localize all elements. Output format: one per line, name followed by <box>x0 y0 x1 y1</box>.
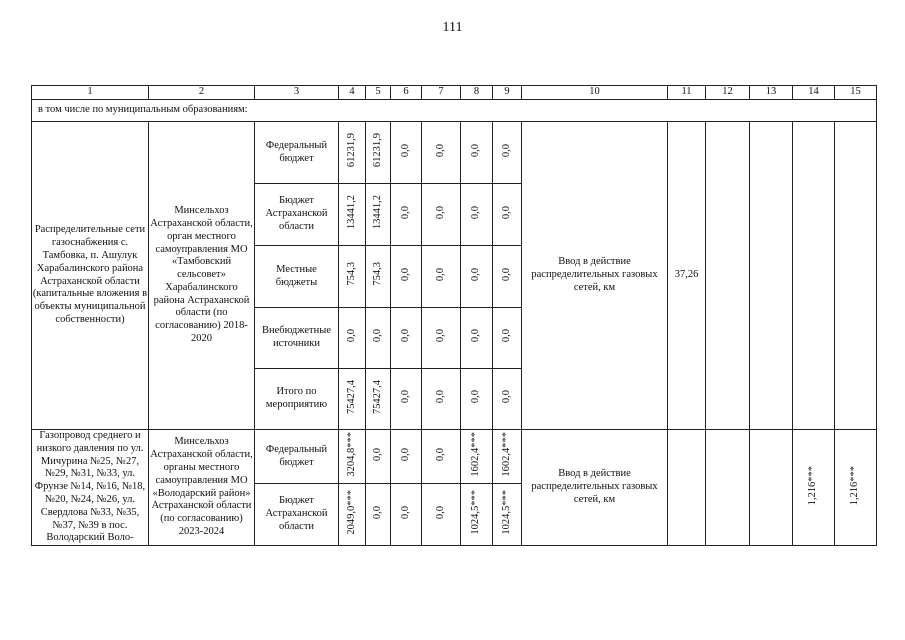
value-cell: 0,0 <box>434 267 446 281</box>
value-cell: 754,3 <box>345 262 357 286</box>
col-num: 6 <box>391 86 422 100</box>
value-cell: 0,0 <box>500 329 512 343</box>
value-cell: 0,0 <box>371 447 383 461</box>
value-cell: 75427,4 <box>345 379 357 414</box>
funding-source: Бюджет Астраханской области <box>255 484 339 546</box>
indicator: Ввод в действие распределительных газовых сетей, км <box>522 122 668 430</box>
value-cell: 13441,2 <box>371 195 383 230</box>
value-cell: 75427,4 <box>371 379 383 414</box>
value-cell: 1024,5*** <box>470 489 482 535</box>
value-cell: 0,0 <box>434 390 446 404</box>
value-cell: 754,3 <box>371 262 383 286</box>
col-num: 15 <box>835 86 877 100</box>
empty-cell <box>750 430 793 546</box>
col-num: 7 <box>422 86 461 100</box>
budget-table <box>31 85 877 546</box>
value-cell: 61231,9 <box>345 133 357 168</box>
project-name: Газопровод среднего и низкого давления по ул. Мичурина №25, №27, №29, №31, №33, ул. Фрунзе №14, №16, №18, №20, №24, №26, ул. Свердлова №33, №35, №37, №39 в пос. Володарский Воло- <box>32 430 149 546</box>
value-cell: 61231,9 <box>371 133 383 168</box>
value-cell: 0,0 <box>470 143 482 157</box>
value-cell: 0,0 <box>470 267 482 281</box>
funding-source: Бюджет Астраханской области <box>255 184 339 246</box>
value-cell: 1024,5*** <box>500 489 512 535</box>
col-num: 11 <box>668 86 706 100</box>
table-row <box>32 430 877 484</box>
value-cell: 0,0 <box>500 390 512 404</box>
funding-source: Местные бюджеты <box>255 246 339 308</box>
value-cell: 0,0 <box>434 447 446 461</box>
value-cell: 0,0 <box>399 329 411 343</box>
col-num: 1 <box>32 86 149 100</box>
value-cell: 1602,4*** <box>470 431 482 477</box>
project-executor: Минсельхоз Астраханской области, орган местного самоуправления МО «Тамбовский сельсовет» Харабалинского района Астраханской области (по согласованию) 2018-2020 <box>149 122 255 430</box>
empty-cell <box>706 430 750 546</box>
empty-cell <box>835 122 877 430</box>
value-cell: 0,0 <box>399 143 411 157</box>
value-cell: 0,0 <box>434 143 446 157</box>
value-cell: 13441,2 <box>345 195 357 230</box>
col-num: 13 <box>750 86 793 100</box>
value-cell: 0,0 <box>371 505 383 519</box>
column-number-row <box>32 86 877 100</box>
value-cell: 2049,0*** <box>345 489 357 535</box>
value-col11: 37,26 <box>668 122 706 430</box>
project-name: Распределительные сети газоснабжения с. Тамбовка, п. Ашулук Харабалинского района Астраханской области (капитальные вложения в объекты муниципальной собственности) <box>32 122 149 430</box>
value-cell: 3204,8*** <box>345 431 357 477</box>
value-cell: 1602,4*** <box>500 431 512 477</box>
indicator: Ввод в действие распределительных газовых сетей, км <box>522 430 668 546</box>
col-num: 10 <box>522 86 668 100</box>
value-cell: 0,0 <box>470 205 482 219</box>
project-executor: Минсельхоз Астраханской области, органы местного самоуправления МО «Володарский район» Астраханской области (по согласованию) 2023-2024 <box>149 430 255 546</box>
value-cell: 0,0 <box>399 447 411 461</box>
value-cell: 0,0 <box>399 205 411 219</box>
value-cell: 0,0 <box>399 390 411 404</box>
col-num: 2 <box>149 86 255 100</box>
empty-cell <box>750 122 793 430</box>
col-num: 8 <box>461 86 493 100</box>
funding-source: Внебюджетные источники <box>255 308 339 369</box>
value-cell: 0,0 <box>399 505 411 519</box>
value-cell: 0,0 <box>500 267 512 281</box>
col-num: 3 <box>255 86 339 100</box>
col-num: 9 <box>493 86 522 100</box>
table-row <box>32 122 877 184</box>
col-num: 12 <box>706 86 750 100</box>
municipal-subheader: в том числе по муниципальным образованиям: <box>32 100 877 122</box>
value-cell: 0,0 <box>500 205 512 219</box>
page-number: 111 <box>442 20 463 35</box>
col-num: 4 <box>339 86 366 100</box>
subheader-row <box>32 100 877 122</box>
empty-cell <box>793 122 835 430</box>
value-cell: 0,0 <box>371 329 383 343</box>
value-cell: 0,0 <box>500 143 512 157</box>
empty-cell <box>668 430 706 546</box>
funding-source: Итого по мероприятию <box>255 369 339 430</box>
empty-cell <box>706 122 750 430</box>
value-cell: 0,0 <box>434 205 446 219</box>
col-num: 5 <box>366 86 391 100</box>
value-cell: 0,0 <box>345 329 357 343</box>
value-cell: 0,0 <box>399 267 411 281</box>
value-col14: 1,216*** <box>807 465 819 505</box>
value-cell: 0,0 <box>470 329 482 343</box>
value-cell: 0,0 <box>434 329 446 343</box>
value-cell: 0,0 <box>470 390 482 404</box>
value-cell: 0,0 <box>434 505 446 519</box>
col-num: 14 <box>793 86 835 100</box>
funding-source: Федеральный бюджет <box>255 430 339 484</box>
funding-source: Федеральный бюджет <box>255 122 339 184</box>
value-col15: 1,216*** <box>849 465 861 505</box>
